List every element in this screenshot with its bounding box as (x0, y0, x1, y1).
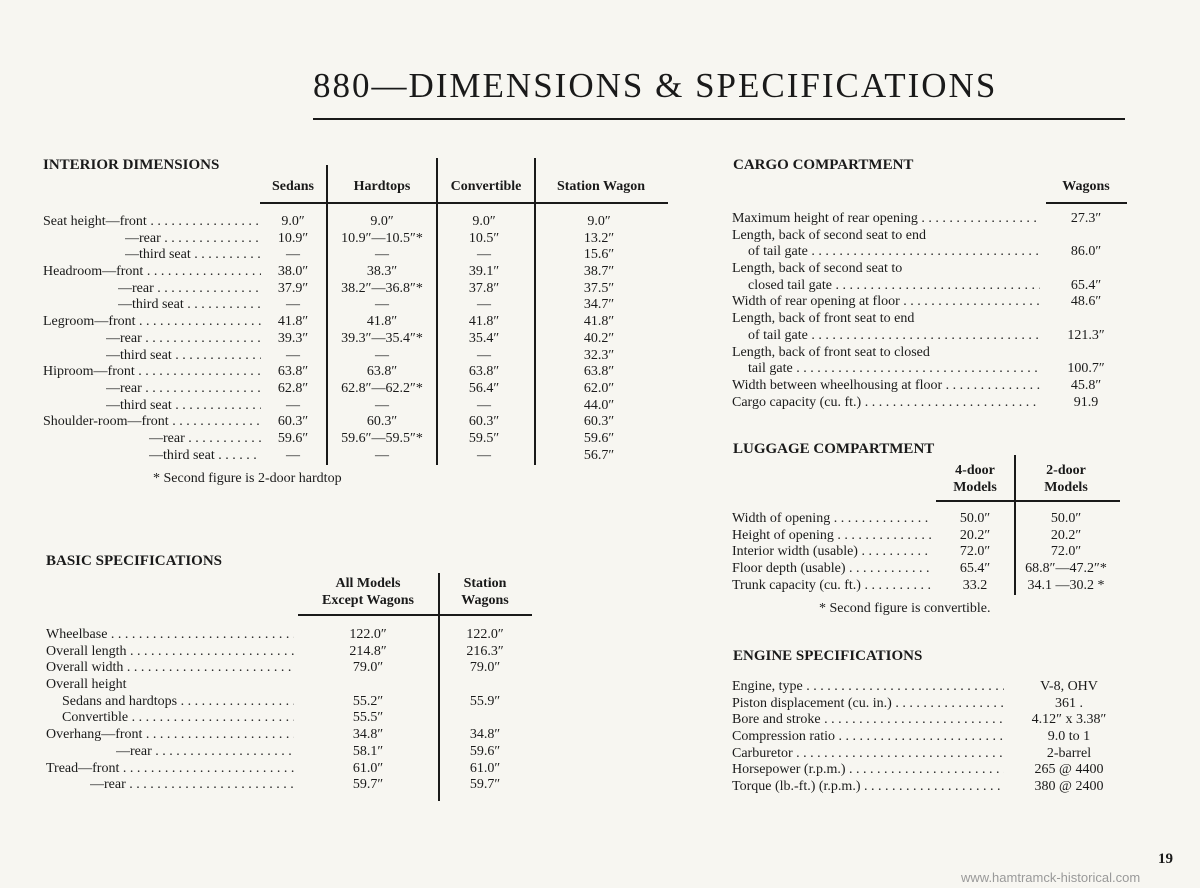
row-value: 9.0″ (587, 214, 611, 229)
row-label: Cargo capacity (cu. ft.) . . . (732, 395, 1040, 412)
basic-col-station-wagons (440, 575, 530, 609)
table-row (732, 395, 1132, 412)
interior-table (43, 214, 668, 464)
row-value: 59.6″ (277, 430, 309, 446)
row-label: of tail gate . . . (748, 328, 1040, 345)
row-value: — (477, 247, 491, 263)
page-title: 880—DIMENSIONS & SPECIFICATIONS (313, 66, 998, 105)
row-label: of tail gate . . . (748, 244, 1040, 261)
row-value: 61.0″ (469, 760, 501, 776)
row-value: — (375, 447, 389, 463)
basic-col-all-models-line1: All Models (335, 576, 401, 591)
row-label: Tread—front . . . (46, 761, 294, 778)
row-label: —rear . . . (116, 744, 294, 761)
row-label: —rear . . . (90, 777, 294, 794)
row-label: —third seat . . . (125, 247, 261, 264)
table-row (43, 331, 668, 348)
row-label: Floor depth (usable) . . . (732, 561, 932, 578)
table-row (43, 297, 668, 314)
basic-col-station-wagons-line2: Wagons (461, 593, 509, 608)
row-value: 56.4″ (468, 380, 500, 396)
luggage-header-rule (936, 500, 1120, 502)
row-label: Interior width (usable) . . . (732, 544, 932, 561)
row-value: — (286, 447, 300, 463)
table-row (732, 779, 1132, 796)
row-value: — (375, 247, 389, 263)
row-value: 38.0″ (277, 264, 309, 280)
row-value: 34.8″ (352, 727, 384, 743)
row-label: —third seat . . . (106, 348, 261, 365)
row-label: —rear . . . (149, 431, 261, 448)
row-value: — (286, 297, 300, 313)
page-number: 19 (1158, 851, 1173, 867)
luggage-col-2-door-line2: Models (1044, 480, 1088, 495)
row-value: — (477, 447, 491, 463)
row-value: 63.8″ (366, 364, 398, 380)
row-value: 34.1 —30.2 * (1027, 577, 1105, 593)
table-row (46, 677, 546, 694)
basic-col-all-models (298, 575, 438, 609)
basic-heading: BASIC SPECIFICATIONS (46, 553, 223, 569)
row-value: 45.8″ (1070, 377, 1102, 393)
table-row (732, 311, 1132, 328)
row-value: 265 @ 4400 (1034, 762, 1104, 778)
interior-col-convertible: Convertible (450, 179, 522, 194)
row-value: 214.8″ (349, 643, 387, 659)
table-row (43, 214, 668, 231)
row-value: 35.4″ (468, 330, 500, 346)
row-value: 62.8″—62.2″* (341, 380, 423, 396)
row-label: closed tail gate . . . (748, 278, 1040, 295)
row-label: Seat height—front . . . (43, 214, 261, 231)
table-row (43, 398, 668, 415)
row-value: 59.6″—59.5″* (341, 430, 423, 446)
row-value: 65.4″ (1070, 277, 1102, 293)
cargo-table (732, 211, 1132, 411)
row-value: 37.9″ (277, 280, 309, 296)
row-label: —rear . . . (106, 381, 261, 398)
table-row (43, 348, 668, 365)
row-label: Wheelbase . . . (46, 627, 294, 644)
basic-col-station-wagons-line1: Station (463, 576, 507, 591)
row-label: Bore and stroke . . . (732, 712, 1004, 729)
row-label: —third seat . . . (106, 398, 261, 415)
row-label: Overall height (46, 677, 127, 693)
table-row (732, 578, 1132, 595)
table-row (732, 712, 1132, 729)
cargo-header-rule (1046, 202, 1127, 204)
interior-col-station-wagon: Station Wagon (556, 179, 646, 194)
luggage-col-4-door (936, 462, 1014, 496)
row-value: 59.7″ (352, 777, 384, 793)
row-value: 55.2″ (352, 693, 384, 709)
row-value: — (477, 347, 491, 363)
table-row (43, 414, 668, 431)
row-value: 59.5″ (468, 430, 500, 446)
row-value: 15.6″ (583, 247, 615, 263)
row-label: —third seat . . . (118, 297, 261, 314)
row-value: 27.3″ (1070, 211, 1102, 226)
row-label: Hiproom—front . . . (43, 364, 261, 381)
basic-col-all-models-line2: Except Wagons (322, 593, 414, 608)
row-value: 38.7″ (583, 264, 615, 280)
row-label: Sedans and hardtops . . . (62, 694, 294, 711)
row-label: Overhang—front . . . (46, 727, 294, 744)
table-row (732, 345, 1132, 362)
table-row (732, 278, 1132, 295)
table-row (46, 660, 546, 677)
cargo-col-wagons: Wagons (1062, 179, 1110, 194)
row-value: — (375, 297, 389, 313)
interior-footnote: * Second figure is 2-door hardtop (153, 471, 342, 486)
row-value: 20.2″ (959, 527, 991, 543)
row-label: —third seat . . . (149, 448, 261, 465)
row-value: 9.0″ (370, 214, 394, 229)
table-row (732, 762, 1132, 779)
table-row (43, 231, 668, 248)
row-value: 39.3″—35.4″* (341, 330, 423, 346)
row-value: — (375, 347, 389, 363)
watermark: www.hamtramck-historical.com (961, 870, 1141, 885)
row-value: 79.0″ (469, 660, 501, 676)
luggage-table (732, 511, 1132, 594)
row-value: 380 @ 2400 (1034, 779, 1104, 795)
table-row (46, 727, 546, 744)
row-label: Length, back of second seat to (732, 261, 903, 277)
row-label: Trunk capacity (cu. ft.) . . . (732, 578, 932, 595)
row-label: Width of rear opening at floor . . . (732, 294, 1040, 311)
row-value: 40.2″ (583, 330, 615, 346)
table-row (43, 281, 668, 298)
row-value: 37.5″ (583, 280, 615, 296)
row-label: tail gate . . . (748, 361, 1040, 378)
table-row (732, 528, 1132, 545)
luggage-heading: LUGGAGE COMPARTMENT (733, 441, 935, 457)
row-label: Height of opening . . . (732, 528, 932, 545)
row-label: Length, back of front seat to closed (732, 344, 930, 360)
table-row (43, 314, 668, 331)
row-value: 100.7″ (1067, 361, 1105, 377)
row-value: 62.0″ (583, 380, 615, 396)
table-row (43, 364, 668, 381)
row-label: —rear . . . (106, 331, 261, 348)
luggage-col-2-door-line1: 2-door (1046, 463, 1086, 478)
row-value: 39.3″ (277, 330, 309, 346)
row-label: Width of opening . . . (732, 511, 932, 528)
row-label: Convertible . . . (62, 710, 294, 727)
row-value: 59.6″ (469, 743, 501, 759)
row-label: Headroom—front . . . (43, 264, 261, 281)
interior-header-rule (260, 202, 668, 204)
luggage-col-2-door (1016, 462, 1116, 496)
table-row (732, 328, 1132, 345)
row-value: 61.0″ (352, 760, 384, 776)
row-value: 91.9 (1073, 394, 1099, 410)
table-row (46, 644, 546, 661)
table-row (43, 448, 668, 465)
row-value: — (375, 397, 389, 413)
row-value: — (477, 397, 491, 413)
row-label: Overall width . . . (46, 660, 294, 677)
row-value: 79.0″ (352, 660, 384, 676)
table-row (732, 561, 1132, 578)
row-value: 62.8″ (277, 380, 309, 396)
row-value: 59.6″ (583, 430, 615, 446)
basic-header-rule (298, 614, 532, 616)
row-value: 34.8″ (469, 727, 501, 743)
row-value: 34.7″ (583, 297, 615, 313)
table-row (732, 294, 1132, 311)
row-value: 122.0″ (349, 627, 387, 642)
table-row (732, 228, 1132, 245)
table-row (732, 261, 1132, 278)
row-value: 122.0″ (466, 627, 504, 642)
row-value: 13.2″ (583, 230, 615, 246)
luggage-col-4-door-line1: 4-door (955, 463, 995, 478)
row-value: — (286, 247, 300, 263)
row-value: 63.8″ (583, 364, 615, 380)
row-value: 63.8″ (468, 364, 500, 380)
basic-table (46, 627, 546, 794)
row-label: Length, back of front seat to end (732, 311, 915, 327)
table-row (732, 544, 1132, 561)
row-value: 216.3″ (466, 643, 504, 659)
row-label: Shoulder-room—front . . . (43, 414, 261, 431)
table-row (732, 679, 1132, 696)
table-row (732, 729, 1132, 746)
row-value: 48.6″ (1070, 294, 1102, 310)
row-label: Engine, type . . . (732, 679, 1004, 696)
row-value: 50.0″ (959, 511, 991, 526)
row-value: 38.3″ (366, 264, 398, 280)
row-value: 60.3″ (468, 414, 500, 430)
cargo-heading: CARGO COMPARTMENT (733, 157, 914, 173)
row-label: —rear . . . (118, 281, 261, 298)
table-row (732, 378, 1132, 395)
row-value: 9.0 to 1 (1047, 729, 1091, 745)
row-value: 44.0″ (583, 397, 615, 413)
row-label: Maximum height of rear opening . . . (732, 211, 1040, 228)
row-value: 60.3″ (366, 414, 398, 430)
row-value: 65.4″ (959, 561, 991, 577)
row-value: 41.8″ (277, 314, 309, 330)
row-label: Length, back of second seat to end (732, 227, 926, 243)
row-value: 37.8″ (468, 280, 500, 296)
row-label: —rear . . . (125, 231, 261, 248)
row-value: 361 . (1055, 695, 1083, 711)
table-row (732, 696, 1132, 713)
row-value: 55.5″ (352, 710, 384, 726)
row-value: 60.3″ (277, 414, 309, 430)
row-value: 59.7″ (469, 777, 501, 793)
row-value: 32.3″ (583, 347, 615, 363)
row-value: 41.8″ (366, 314, 398, 330)
row-label: Torque (lb.-ft.) (r.p.m.) . . . (732, 779, 1004, 796)
engine-table (732, 679, 1132, 796)
row-value: 10.5″ (468, 230, 500, 246)
row-value: 72.0″ (959, 544, 991, 560)
row-value: — (477, 297, 491, 313)
interior-heading: INTERIOR DIMENSIONS (43, 157, 220, 173)
engine-heading: ENGINE SPECIFICATIONS (733, 648, 923, 664)
table-row (43, 431, 668, 448)
luggage-col-4-door-line2: Models (953, 480, 997, 495)
interior-col-sedans: Sedans (271, 179, 315, 194)
row-value: 10.9″—10.5″* (341, 230, 423, 246)
table-row (732, 511, 1132, 528)
row-value: 10.9″ (277, 230, 309, 246)
table-row (43, 247, 668, 264)
row-label: Piston displacement (cu. in.) . . . (732, 696, 1004, 713)
row-value: 9.0″ (472, 214, 496, 229)
row-label: Horsepower (r.p.m.) . . . (732, 762, 1004, 779)
row-value: 4.12″ x 3.38″ (1031, 712, 1107, 728)
row-value: V-8, OHV (1040, 679, 1098, 694)
row-value: 55.9″ (469, 693, 501, 709)
row-label: Carburetor . . . (732, 746, 1004, 763)
table-row (46, 710, 546, 727)
table-row (732, 211, 1132, 228)
table-row (46, 777, 546, 794)
row-label: Width between wheelhousing at floor . . . (732, 378, 1040, 395)
row-value: 9.0″ (281, 214, 305, 229)
row-value: 68.8″—47.2″* (1025, 561, 1107, 577)
interior-col-hardtops: Hardtops (353, 179, 411, 194)
row-value: 72.0″ (1050, 544, 1082, 560)
table-row (732, 746, 1132, 763)
table-row (46, 694, 546, 711)
row-value: 58.1″ (352, 743, 384, 759)
row-value: — (286, 397, 300, 413)
luggage-footnote: * Second figure is convertible. (819, 601, 991, 616)
row-value: 33.2 (962, 577, 988, 593)
row-value: 39.1″ (468, 264, 500, 280)
table-row (732, 361, 1132, 378)
row-value: 20.2″ (1050, 527, 1082, 543)
table-row (43, 264, 668, 281)
row-label: Legroom—front . . . (43, 314, 261, 331)
row-value: 50.0″ (1050, 511, 1082, 526)
row-value: 63.8″ (277, 364, 309, 380)
table-row (43, 381, 668, 398)
row-value: 86.0″ (1070, 244, 1102, 260)
row-value: 56.7″ (583, 447, 615, 463)
row-value: 2-barrel (1046, 745, 1092, 761)
row-label: Overall length . . . (46, 644, 294, 661)
row-value: 41.8″ (583, 314, 615, 330)
table-row (732, 244, 1132, 261)
row-value: 121.3″ (1067, 327, 1105, 343)
row-value: — (286, 347, 300, 363)
table-row (46, 761, 546, 778)
row-value: 41.8″ (468, 314, 500, 330)
table-row (46, 744, 546, 761)
row-label: Compression ratio . . . (732, 729, 1004, 746)
table-row (46, 627, 546, 644)
row-value: 60.3″ (583, 414, 615, 430)
row-value: 38.2″—36.8″* (341, 280, 423, 296)
title-rule (313, 118, 1125, 120)
